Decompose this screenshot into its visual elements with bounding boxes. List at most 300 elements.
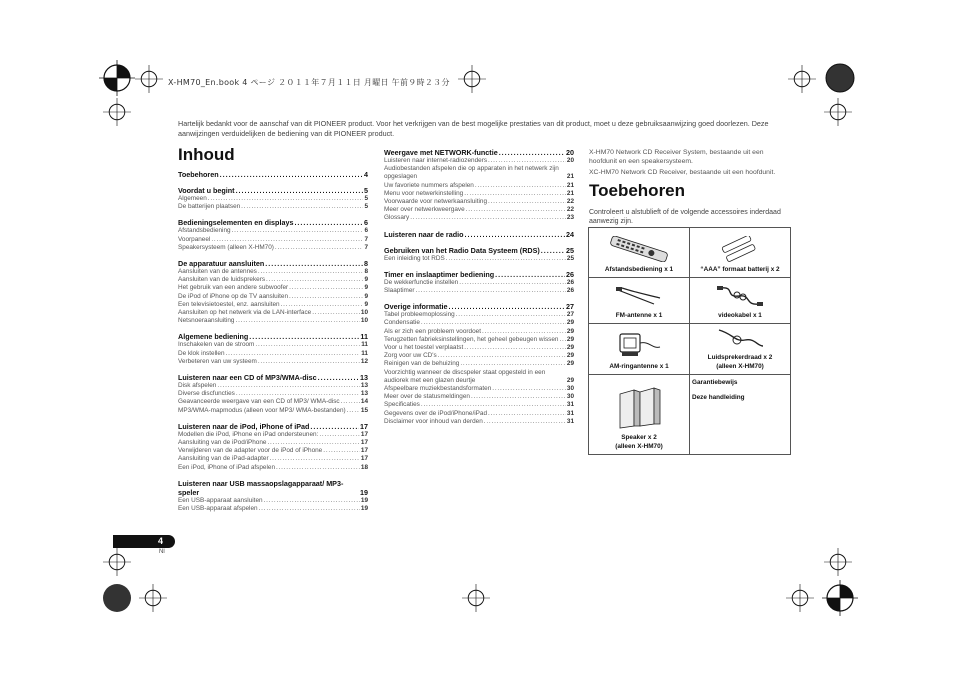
toc-entry-title: Afstandsbediening [178,227,231,235]
toc-entry[interactable] [384,360,574,368]
toc-entry[interactable] [384,190,574,198]
crosshair-mark-icon [788,65,816,93]
toc-entry-title: Modellen die iPod, iPhone en iPad ondersteunen: [178,430,319,438]
toc-entry-title: Meer over de statusmeldingen [384,393,470,401]
registration-mark-icon [99,580,135,616]
toc-leader [449,302,565,311]
toc-leader [559,336,565,344]
toc-entry-title: Zorg voor uw CD's [384,352,437,360]
toc-entry[interactable] [178,244,368,252]
toc-entry-title: Een televisietoestel, enz. aansluiten [178,300,280,308]
toc-entry-title: Een inleiding tot RDS [384,254,445,262]
toc-leader [208,195,364,203]
toc-entry-title: Aansluiten op het netwerk via de LAN-interface [178,309,312,317]
toc-section-heading[interactable] [178,186,368,195]
toc-leader [289,293,363,301]
toc-entry-page: 11 [361,341,368,349]
speaker-wire-icon [715,326,765,350]
accessories-table [588,227,791,455]
toc-entry-title: Een USB-apparaat afspelen [178,505,258,513]
toc-leader [421,319,566,327]
toc-entry[interactable] [384,198,574,206]
toc-entry[interactable] [178,464,368,472]
toc-entry-page: 19 [360,496,368,504]
toc-entry-title: De iPod of iPhone op de TV aansluiten [178,292,289,300]
toc-entry-title: Algemeen [178,195,207,202]
toc-entry[interactable] [178,301,368,309]
toc-entry-title: Disk afspelen [178,382,217,390]
toc-title: Inhoud [178,145,235,164]
toc-section [178,373,368,415]
toc-heading-page: 25 [566,245,574,255]
toc-entry[interactable] [178,317,368,325]
toc-entry-title: Specificaties [384,401,420,409]
toc-leader [471,393,566,401]
toc-section-heading[interactable] [178,218,368,227]
toc-heading-title: Luisteren naar de iPod, iPhone of iPad [178,421,310,431]
accessory-batteries-label: “AAA” formaat batterij x 2 [700,265,780,273]
toc-entry[interactable] [178,447,368,455]
accessory-speaker-wire [690,324,791,375]
toc-entry-page: 26 [566,287,574,295]
toc-entry-page: 7 [364,235,368,243]
toc-entry-title: Netsnoeraansluiting [178,317,235,325]
toc-leader [541,246,565,255]
toc-leader [312,309,360,317]
crosshair-mark-icon [103,548,131,576]
toc-entry[interactable] [178,431,368,439]
toc-leader [241,203,363,211]
toc-leader [236,390,360,398]
toc-entry-title: Glossary [384,214,410,222]
accessory-remote-label: Afstandsbediening x 1 [604,265,674,273]
crosshair-mark-icon [135,65,163,93]
toc-heading-page: 6 [364,218,368,228]
toc-entry-page: 29 [566,319,574,327]
accessory-batteries [690,228,791,278]
toc-entry-title: Meer over netwerkweergave [384,206,465,214]
toc-leader [318,373,359,382]
toc-entry-title: Slaaptimer [384,287,415,295]
toc-entry-title: Inschakelen van de stroom [178,341,255,349]
toc-heading-title: Weergave met NETWORK-functie [384,148,498,157]
toc-leader [446,255,566,263]
toc-entry-page: 12 [360,357,368,365]
toc-section-heading[interactable] [384,270,574,279]
toc-section [178,332,368,366]
toc-section [178,170,368,179]
toc-entry[interactable] [384,182,574,190]
toc-entry-title: Verbeteren van uw systeem [178,357,257,365]
toc-leader [495,270,565,279]
toc-leader [264,497,360,505]
toc-leader [211,236,363,244]
toc-entry-page: 23 [566,214,574,222]
toc-entry[interactable] [178,309,368,317]
toc-entry-title: Aansluiting van de iPod/iPhone [178,439,267,447]
toc-leader [217,382,360,390]
crosshair-mark-icon [824,548,852,576]
registration-mark-icon [822,60,858,96]
toc-leader [294,218,363,227]
toc-leader [249,332,359,341]
toc-heading-title: Voordat u begint [178,186,235,195]
toc-leader [464,190,566,198]
accessory-fm-antenna-label: FM-antenne x 1 [615,311,663,319]
toc-leader [488,410,566,418]
toc-leader [319,431,360,439]
toc-entry-title: Geavanceerde weergave van een CD of MP3/ WMA-disc [178,398,340,406]
toc-entry-title: De batterijen plaatsen [178,203,241,211]
toc-leader [488,157,566,165]
toc-entry[interactable] [178,497,368,505]
toc-entry-title: Aansluiting van de iPad-adapter [178,455,269,463]
toc-leader [236,186,363,195]
toc-entry-title: Verwijderen van de adapter voor de iPod of iPhone [178,447,323,455]
toc-entry-page: 8 [364,268,368,276]
toc-section [384,246,574,263]
toc-leader [482,328,566,336]
toc-entry-title: Diverse discfuncties [178,390,235,398]
toc-entry-page: 11 [361,349,368,357]
toc-entry-page: 17 [360,430,368,438]
toc-entry-page: 17 [360,447,368,455]
toc-entry-page: 22 [566,198,574,206]
toc-entry[interactable] [384,157,574,165]
toc-entry[interactable] [178,236,368,244]
toc-leader [466,206,566,214]
model-note: XC-HM70 Network CD Receiver, bestaande uit een hoofdunit. [589,169,776,176]
toc-right-column [384,148,574,426]
toc-entry-page: 31 [566,409,574,417]
model-notes [589,148,789,177]
page-number-tab [113,535,175,548]
remote-control-icon [604,236,674,262]
accessory-warranty-label: Garantiebewijs [692,379,738,386]
toc-heading-page: 20 [566,148,574,157]
toc-entry[interactable] [384,165,574,181]
toc-section-heading[interactable] [384,230,574,239]
toc-leader [310,422,359,431]
toc-entry[interactable] [384,279,574,287]
toc-entry[interactable] [384,319,574,327]
toc-entry-page: 17 [360,455,368,463]
toc-heading-title: Bedieningselementen en displays [178,218,294,228]
toc-entry[interactable] [178,455,368,463]
toc-leader [499,148,565,157]
toc-entry-title: Luisteren naar internet-radiozenders [384,157,488,164]
toc-entry-page: 15 [360,406,368,414]
toc-heading-title: Timer en inslaaptimer bediening [384,269,495,279]
toc-leader [267,439,359,447]
toc-section [178,422,368,472]
toc-leader [275,244,364,252]
accessory-documents [690,375,791,455]
toc-entry-page: 29 [566,360,574,368]
toc-entry-page: 14 [360,398,368,406]
toc-entry[interactable] [384,418,574,426]
toc-heading-page: 13 [360,373,368,383]
toc-entry[interactable] [384,214,574,222]
accessory-am-antenna-label: AM-ringantenne x 1 [609,362,669,370]
toc-entry-page: 19 [360,505,368,513]
toc-left-column [178,170,368,513]
toc-section-heading[interactable] [178,373,368,382]
toc-heading-page: 4 [364,170,368,179]
toc-entry[interactable] [178,390,368,398]
accessory-video-cable [690,278,791,324]
toc-entry-title: Reinigen van de behuizing [384,360,460,368]
toc-entry-page: 30 [566,393,574,401]
crosshair-mark-icon [458,65,486,93]
toc-entry[interactable] [178,341,368,349]
speaker-icon [614,386,664,430]
toc-entry-page: 10 [360,317,368,325]
toc-leader [259,505,360,513]
accessory-speakers-note: (alleen X-HM70) [615,442,663,450]
toc-leader [410,214,566,222]
toc-entry-page: 9 [364,284,368,292]
toc-entry[interactable] [384,287,574,295]
toc-entry-title: Speakersysteem (alleen X-HM70) [178,243,274,251]
toc-leader [464,230,565,239]
accessory-video-cable-label: videokabel x 1 [718,311,762,319]
page-number: 4 [158,536,164,546]
toc-heading-title: Luisteren naar USB massaopslagapparaat/ MP3-speler [178,478,344,497]
toc-entry[interactable] [178,284,368,292]
toc-entry-page: 29 [566,376,574,384]
toc-leader [226,350,361,358]
toc-heading-page: 8 [364,259,368,269]
toc-leader [416,287,566,295]
toc-entry-title: Aansluiten van de antennes [178,268,257,276]
toc-entry-title: Gegevens over de iPod/iPhone/iPad [384,409,488,417]
toc-entry-page: 20 [566,157,574,164]
toc-entry-page: 29 [566,335,574,343]
toc-entry[interactable] [384,328,574,336]
accessory-remote [589,228,690,278]
toc-leader [258,358,360,366]
toc-entry-page: 21 [566,181,574,189]
toc-entry-page: 29 [566,352,574,360]
toc-leader [459,279,566,287]
toc-section [178,259,368,325]
toc-entry[interactable] [178,505,368,513]
accessories-intro: Controleert u alstublieft of de volgende accessoires inderdaad aanwezig zijn. [589,209,781,225]
toc-entry[interactable] [384,385,574,393]
am-loop-antenna-icon [614,331,664,359]
toc-entry-title: Voorpaneel [178,235,211,243]
toc-heading-page: 11 [360,332,368,342]
toc-leader [220,170,363,179]
toc-entry[interactable] [384,311,574,319]
toc-entry[interactable] [178,227,368,235]
toc-entry-page: 13 [360,382,368,390]
accessory-speaker-wire-label: Luidsprekerdraad x 2 [707,354,773,361]
toc-entry-page: 17 [360,439,368,447]
toc-entry[interactable] [384,393,574,401]
toc-entry-page: 5 [364,195,368,202]
accessory-am-antenna [589,324,690,375]
toc-leader [438,352,566,360]
toc-entry-page: 25 [566,254,574,262]
crosshair-mark-icon [786,584,814,612]
toc-entry-page: 18 [360,463,368,471]
toc-section [384,302,574,426]
toc-entry-title: Een iPod, iPhone of iPad afspelen [178,463,275,471]
toc-entry-title: De wekkerfunctie instellen [384,278,459,286]
book-header-line: X-HM70_En.book 4 ページ ２０１１年７月１１日 月曜日 午前９時２３分 [168,78,450,87]
toc-entry-title: Terugzetten fabrieksinstellingen, het geheel gebeugen wissen [384,335,559,343]
toc-entry-page: 5 [364,203,368,211]
toc-entry[interactable] [384,401,574,409]
toc-entry-title: MP3/WMA-mapmodus (alleen voor MP3/ WMA-bestanden) [178,406,346,414]
crosshair-mark-icon [103,98,131,126]
toc-entry-title: Afspeelbare muziekbestandsformaten [384,385,492,393]
toc-heading-page: 5 [364,186,368,195]
accessories-title: Toebehoren [589,181,686,200]
toc-leader [323,447,360,455]
toc-heading-page: 19 [360,487,368,497]
toc-entry[interactable] [178,195,368,203]
crosshair-mark-icon [139,584,167,612]
toc-entry-title: Voorwaarde voor netwerkaansluiting [384,198,488,206]
toc-entry[interactable] [384,410,574,418]
toc-entry[interactable] [384,344,574,352]
language-label: Nl [159,549,165,555]
toc-section-heading[interactable] [178,170,368,179]
accessory-speakers [589,375,690,455]
toc-heading-title: Algemene bediening [178,332,249,342]
toc-leader [488,198,566,206]
toc-leader [232,227,364,235]
toc-entry-page: 26 [566,278,574,286]
registration-mark-icon [99,60,135,96]
toc-leader [236,317,360,325]
toc-heading-title: Toebehoren [178,170,219,179]
registration-mark-icon [822,580,858,616]
toc-entry-page: 6 [364,227,368,235]
toc-entry-page: 30 [566,385,574,393]
video-cable-icon [715,284,765,308]
toc-leader [276,464,360,472]
toc-leader [270,455,360,463]
toc-entry-page: 7 [364,243,368,251]
toc-heading-page: 24 [566,229,574,239]
toc-leader [266,276,363,284]
accessory-manual-label: Deze handleiding [692,394,745,401]
intro-paragraph: Hartelijk bedankt voor de aanschaf van dit PIONEER product. Voor het verkrijgen van de best mogelijke prestaties van dit product, moet u deze gebruiksaanwijzing goed doorlezen. Deze aanwijzingen verduidelijken de bediening van dit PIONEER product. [178,119,769,138]
toc-entry[interactable] [178,203,368,211]
toc-entry-page: 9 [364,300,368,308]
toc-entry[interactable] [178,398,368,406]
toc-section-heading[interactable] [178,332,368,341]
toc-section-heading[interactable] [384,246,574,255]
toc-entry-page: 31 [566,401,574,409]
toc-entry[interactable] [384,369,574,385]
toc-entry-page: 21 [566,189,574,197]
toc-entry-title: De klok instellen [178,349,225,357]
toc-leader [460,360,566,368]
toc-entry-title: Een USB-apparaat aansluiten [178,496,263,504]
toc-section [384,148,574,223]
toc-leader [258,268,364,276]
toc-leader [484,418,566,426]
toc-entry-page: 31 [566,417,574,425]
toc-entry-title: Het gebruik van een andere subwoofer [178,284,289,292]
toc-entry-page: 21 [566,173,574,181]
toc-leader [347,407,360,415]
toc-entry[interactable] [178,358,368,366]
toc-leader [341,398,360,406]
toc-section-heading[interactable] [178,479,368,497]
toc-entry-title: Menu voor netwerkinstelling [384,189,464,197]
accessory-speakers-label: Speaker x 2 [621,434,657,441]
accessory-fm-antenna [589,278,690,324]
toc-entry[interactable] [178,276,368,284]
toc-entry-page: 9 [364,292,368,300]
toc-entry[interactable] [384,336,574,344]
toc-section-heading[interactable] [178,259,368,268]
toc-section-heading[interactable] [384,148,574,157]
toc-section [384,230,574,239]
accessory-speaker-wire-note: (alleen X-HM70) [716,362,764,370]
toc-leader [456,311,566,319]
toc-entry[interactable] [178,350,368,358]
toc-leader [475,182,566,190]
toc-entry-page: 13 [360,390,368,398]
toc-entry-page: 9 [364,276,368,284]
toc-entry-page: 29 [566,344,574,352]
toc-heading-page: 26 [566,269,574,279]
toc-entry[interactable] [178,293,368,301]
battery-icon [720,236,760,262]
toc-section [178,479,368,513]
toc-entry-title: Voorzichtig wanneer de discspeler staat opgesteld in een audiorek met een glazen deurtje [384,368,546,384]
toc-entry-title: Uw favoriete nummers afspelen [384,181,474,189]
toc-leader [255,341,360,349]
toc-entry[interactable] [178,407,368,415]
toc-heading-title: Gebruiken van het Radio Data Systeem (RDS) [384,245,540,255]
toc-heading-page: 27 [566,302,574,312]
toc-leader [492,385,566,393]
toc-heading-page: 17 [360,421,368,431]
toc-section-heading[interactable] [384,302,574,311]
toc-entry-page: 10 [360,309,368,317]
toc-section-heading[interactable] [178,422,368,431]
toc-entry[interactable] [178,268,368,276]
toc-heading-title: De apparatuur aansluiten [178,259,265,269]
toc-leader [281,301,364,309]
toc-heading-title: Luisteren naar een CD of MP3/WMA-disc [178,373,317,383]
toc-entry[interactable] [384,352,574,360]
toc-entry[interactable] [178,382,368,390]
toc-entry[interactable] [384,255,574,263]
toc-entry-page: 27 [566,311,574,319]
crosshair-mark-icon [462,584,490,612]
toc-entry-page: 22 [566,206,574,214]
toc-entry-title: Voor u het toestel verplaatst [384,344,464,352]
toc-entry-title: Condensatie [384,319,420,327]
toc-leader [421,401,566,409]
toc-section [178,186,368,211]
toc-entry[interactable] [178,439,368,447]
toc-entry[interactable] [384,206,574,214]
toc-section [178,218,368,252]
toc-entry-title: Audiobestanden afspelen die op apparaten in het netwerk zijn opgeslagen [384,165,559,181]
toc-heading-title: Overige informatie [384,302,448,312]
crosshair-mark-icon [824,98,852,126]
